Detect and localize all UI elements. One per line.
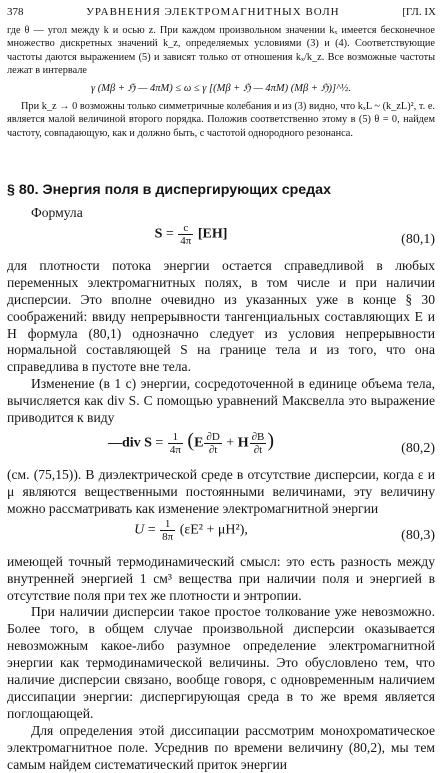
eq1-rhs: [EH] xyxy=(197,226,228,242)
chapter-marker: [ГЛ. IX xyxy=(402,6,436,18)
section-heading: § 80. Энергия поля в диспергирующих средах xyxy=(7,182,331,198)
small-paragraph-2: При k_z → 0 возможны только симметричные колебания и из (3) видно, что kₓL ~ (k_zL)², т. е. является малой величиной второго порядка. Положив соответственно этому в (5) θ = 0, найдем частоту, совпадающую, как и должно быть, с частотой однородного резонанса. xyxy=(7,101,435,139)
paragraph-1: для плотности потока энергии остается справедливой в любых переменных электромагнитных полях, в том числе и при наличии дисперсии. Это вполне очевидно из указанных уже в конце § 30 соображений: ввиду непрерывности тангенциальных составляющих E и H формула (80,1) однозначно следует из условия непрерывности нормальной составляющей S на границе тела и из того, что она справедлива в пустоте вне тела. xyxy=(7,257,435,375)
frequency-inequality: γ (Mβ + ℌ — 4πM) ≤ ω ≤ γ [(Mβ + ℌ — 4πM) (Mβ + ℌ)]^½. xyxy=(90,82,352,94)
small-paragraph-1: где θ — угол между k и осью z. При каждом произвольном значении kₓ имеется бесконечное множество дискретных значений k_z, определяемых условиями (3) и (4). Соответствующие частоты даются выражением (5) и зависят только от отношения kₓ/k_z. Все возможные частоты лежат в интервале xyxy=(7,25,435,77)
equation-80-2: —div S = $\frac{1}{4\pi}$ (E $\frac{\partial D}{\partial t}$ + H $\frac{\partial B}{\partial t}$ ) (80,2) xyxy=(107,429,435,456)
paragraph-5: При наличии дисперсии такое простое толкование уже невозможно. Более того, в общем случае произвольной дисперсии оказывается невозможным какое-либо разумное определение электромагнитной энергии как термодинамической величины. Это обусловлено тем, что наличие дисперсии связано, вообще говоря, с одновременным наличием диссипации энергии: диспергирующая среда в то же время является поглощающей. xyxy=(7,604,435,721)
paragraph-6: Для определения этой диссипации рассмотрим монохроматическое электромагнитное поле. Усреднив по времени величину (80,2), мы тем самым найдем систематический приток энергии xyxy=(7,722,435,772)
eq1-fraction: $\frac{c}{4\pi}$ xyxy=(180,221,192,247)
running-header xyxy=(7,3,436,21)
equation-80-1: S = $\frac{c}{4\pi}$ [EH] (80,1) xyxy=(154,221,435,247)
running-title: УРАВНЕНИЯ ЭЛЕКТРОМАГНИТНЫХ ВОЛН xyxy=(86,6,340,18)
equation-80-3: U = $\frac{1}{8\pi}$ (εE² + μH²), (80,3) xyxy=(134,517,435,543)
eq2-fraction: $\frac{1}{4\pi}$ xyxy=(169,430,181,456)
eq1-lhs: S xyxy=(154,226,163,242)
page-number: 378 xyxy=(7,6,24,18)
paragraph-4: имеющей точный термодинамический смысл: это есть разность между внутренней энергией 1 см³ вещества при наличии поля и энергией в отсутствие поля при тех же плотности и энтропии. xyxy=(7,553,435,603)
small-print-block xyxy=(7,24,435,140)
paragraph-formula-intro: Формула xyxy=(31,205,83,220)
eq3-fraction: $\frac{1}{8\pi}$ xyxy=(162,517,174,543)
eq3-number: (80,3) xyxy=(401,527,435,543)
eq3-rhs: (εE² + μH²), xyxy=(179,522,248,538)
paragraph-2: Изменение (в 1 с) энергии, сосредоточенной в единице объема тела, вычисляется как div S. С помощью уравнений Максвелла это выражение приводится к виду xyxy=(7,376,435,426)
eq1-number: (80,1) xyxy=(401,231,435,247)
eq2-lhs: —div S xyxy=(107,435,152,451)
main-text xyxy=(7,205,435,773)
paragraph-3: (см. (75,15)). В диэлектрической среде в отсутствие дисперсии, когда ε и μ являются вещественными постоянными величинами, эту величину можно рассматривать как изменение электромагнитной энергии xyxy=(7,466,435,516)
eq3-lhs: U xyxy=(134,522,145,538)
eq2-number: (80,2) xyxy=(401,440,435,456)
